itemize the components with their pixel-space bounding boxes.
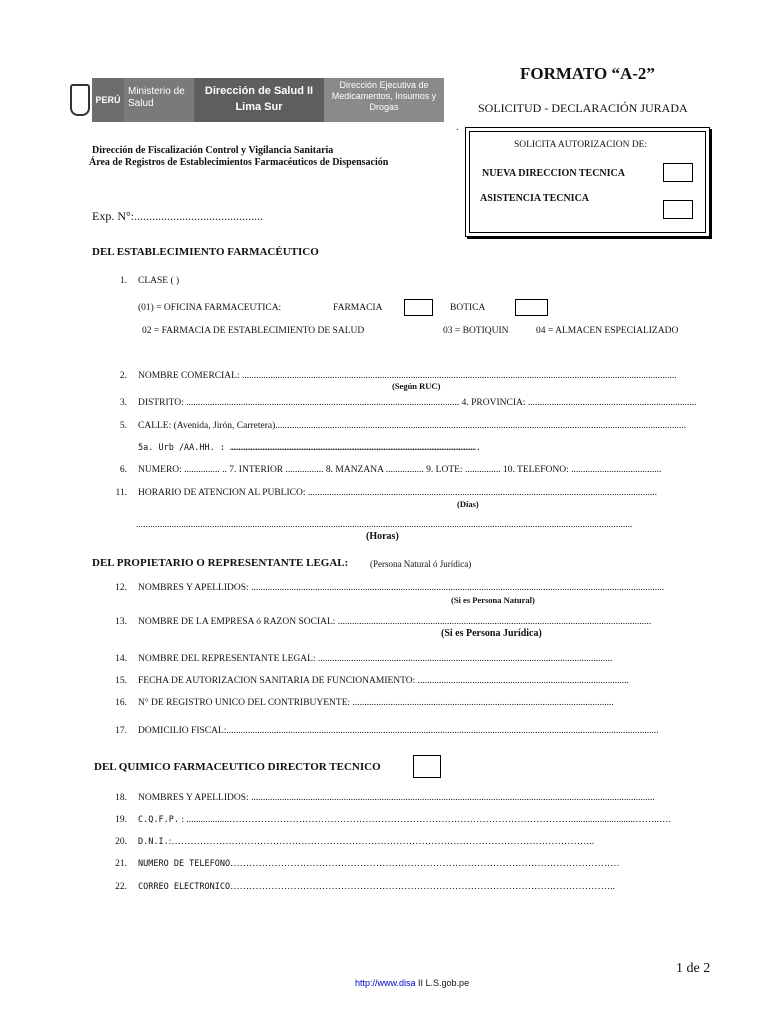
footer-url xyxy=(355,978,469,988)
nombres-apellidos-field[interactable]: NOMBRES Y APELLIDOS: .............................................................................................................................................................................. xyxy=(138,583,665,593)
item-number: 14. xyxy=(115,654,127,664)
nombre-comercial-field[interactable]: NOMBRE COMERCIAL: ....................................................................................................................................................................................... xyxy=(138,371,677,381)
section-establecimiento-title: DEL ESTABLECIMIENTO FARMACÉUTICO xyxy=(92,246,319,258)
page-number: 1 de 2 xyxy=(676,961,711,976)
item-number: 21. xyxy=(115,859,127,869)
domicilio-fiscal-field[interactable]: DOMICILIO FISCAL:...................................................................................................................................................................................... xyxy=(138,726,659,736)
checkbox-farmacia[interactable] xyxy=(404,299,433,316)
correo-label: CORREO ELECTRONICO xyxy=(138,882,231,892)
correo-dots: ………………………………………………………………………………………………………….. xyxy=(230,882,615,892)
peru-crest-icon xyxy=(64,78,93,122)
request-box-title: SOLICITA AUTORIZACION DE: xyxy=(514,140,648,150)
expediente-number[interactable]: Exp. N°:........................................... xyxy=(92,209,264,223)
form-subtitle: SOLICITUD - DECLARACIÓN JURADA xyxy=(478,101,688,115)
numero-telefono-field[interactable]: NUMERO: ............... .. 7. INTERIOR ................ 8. MANZANA ................ 9. LOTE: ............... 10. TELEFONO: ...................................... xyxy=(138,465,662,475)
item-number: 19. xyxy=(115,815,127,825)
cqfp-dots: : ..................………………………………………………………………………………………………...........................……..…. xyxy=(178,815,671,825)
logo-ministerio: Ministerio de Salud xyxy=(124,78,194,122)
horario-field[interactable]: HORARIO DE ATENCIÓN AL PÚBLICO: ................................................................................................................................................... xyxy=(138,488,657,498)
cqfp-label: C.Q.F.P. xyxy=(138,815,179,825)
option-nueva-direccion: NUEVA DIRECCION TECNICA xyxy=(482,168,625,179)
logo-direccion-salud: Dirección de Salud II Lima Sur xyxy=(194,78,324,122)
item-number: 11. xyxy=(115,488,127,498)
checkbox-director-tecnico[interactable] xyxy=(413,755,441,778)
class-04-label: 04 = ALMACEN ESPECIALIZADO xyxy=(536,326,679,336)
item-number: 18. xyxy=(115,793,127,803)
urb-aahh-field[interactable]: 5a. Urb /AA.HH. : ………………………………………………………………………………………………………………………………. xyxy=(138,443,481,453)
org-line-2: Área de Registros de Establecimientos Farmacéuticos de Dispensación xyxy=(89,157,389,168)
ruc-field[interactable]: N° DE REGISTRO UNICO DEL CONTRIBUYENTE: .............................................................................................................. xyxy=(138,698,614,708)
razon-social-field[interactable]: NOMBRE DE LA EMPRESA ó RAZON SOCIAL: .................................................................................................................................... xyxy=(138,617,652,627)
class-03-label: 03 = BOTIQUIN xyxy=(443,326,509,336)
checkbox-botica[interactable] xyxy=(515,299,548,316)
horas-note: (Horas) xyxy=(366,531,399,542)
horario-dots-line[interactable]: ................................................................................................................................................................................................................. xyxy=(136,520,633,530)
persona-juridica-note: (Si es Persona Jurídica) xyxy=(441,628,542,639)
botica-label: BOTICA xyxy=(450,303,486,313)
footer-link[interactable]: http://www.disa xyxy=(355,978,416,988)
farmacia-label: FARMACIA xyxy=(333,303,383,313)
class-01-label: (01) = OFICINA FARMACEUTICA: xyxy=(138,303,282,313)
item-number: 5. xyxy=(119,421,127,431)
item-number: 22. xyxy=(115,882,127,892)
form-title: FORMATO “A-2” xyxy=(520,64,655,83)
logo-direccion-ejecutiva: Dirección Ejecutiva de Medicamentos, Insumos y Drogas xyxy=(324,78,444,122)
item-number: 16. xyxy=(115,698,127,708)
dni-label: D.N.I. xyxy=(138,837,169,847)
item-number: 20. xyxy=(115,837,127,847)
calle-field[interactable]: CALLE: (Avenida, Jirón, Carretera)............................................................................................................................................................................. xyxy=(138,421,687,431)
checkbox-nueva-direccion[interactable] xyxy=(663,163,693,182)
item-number: 3. xyxy=(119,398,127,408)
small-mark: . xyxy=(456,122,459,133)
option-asistencia-tecnica: ASISTENCIA TECNICA xyxy=(480,193,590,204)
dni-field[interactable] xyxy=(138,837,704,847)
section-director-tecnico-title: DEL QUIMICO FARMACEUTICO DIRECTOR TECNICO xyxy=(94,761,381,773)
telefono-label: NUMERO DE TELEFONO xyxy=(138,859,231,869)
persona-natural-note: (Si es Persona Natural) xyxy=(451,595,535,605)
section-propietario-note: (Persona Natural ó Jurídica) xyxy=(370,559,472,569)
item-number: 15. xyxy=(115,676,127,686)
item-number: 13. xyxy=(115,617,127,627)
representante-legal-field[interactable]: NOMBRE DEL REPRESENTANTE LEGAL: ............................................................................................................................ xyxy=(138,654,613,664)
ministry-logo-banner xyxy=(64,78,444,122)
telefono-field[interactable] xyxy=(138,859,704,869)
footer-url-rest: II L.S.gob.pe xyxy=(415,978,470,988)
item-number: 17. xyxy=(115,726,127,736)
class-02-label: 02 = FARMACIA DE ESTABLECIMIENTO DE SALUD xyxy=(142,326,365,336)
distrito-provincia-field[interactable]: DISTRITO: ................................................................................................................... 4. PROVINCIA: ....................................................................... xyxy=(138,398,697,408)
item-number: 6. xyxy=(119,465,127,475)
telefono-dots: …………………………………………………………………………………………………………… xyxy=(230,859,620,869)
cqfp-field[interactable] xyxy=(138,815,704,825)
checkbox-asistencia-tecnica[interactable] xyxy=(663,200,693,219)
segun-ruc-note: (Según RUC) xyxy=(392,381,441,391)
item-number: 2. xyxy=(119,371,127,381)
correo-field[interactable] xyxy=(138,882,704,892)
org-line-1: Dirección de Fiscalización Control y Vigilancia Sanitaria xyxy=(92,145,334,156)
item-number: 12. xyxy=(115,583,127,593)
item-number: 1. xyxy=(119,276,127,286)
logo-peru: PERÚ xyxy=(92,78,124,122)
dias-note: (Días) xyxy=(457,499,479,509)
clase-field[interactable]: CLASE ( ) xyxy=(138,276,180,286)
qf-nombres-field[interactable]: NOMBRES Y APELLIDOS: .......................................................................................................................................................................... xyxy=(138,793,655,803)
fecha-autorizacion-field[interactable]: FECHA DE AUTORIZACION SANITARIA DE FUNCIONAMIENTO: ......................................................................................... xyxy=(138,676,630,686)
dni-dots: :…………………………………………………………………………………………………………………….. xyxy=(168,837,595,847)
section-propietario-title: DEL PROPIETARIO O REPRESENTANTE LEGAL: xyxy=(92,557,349,569)
